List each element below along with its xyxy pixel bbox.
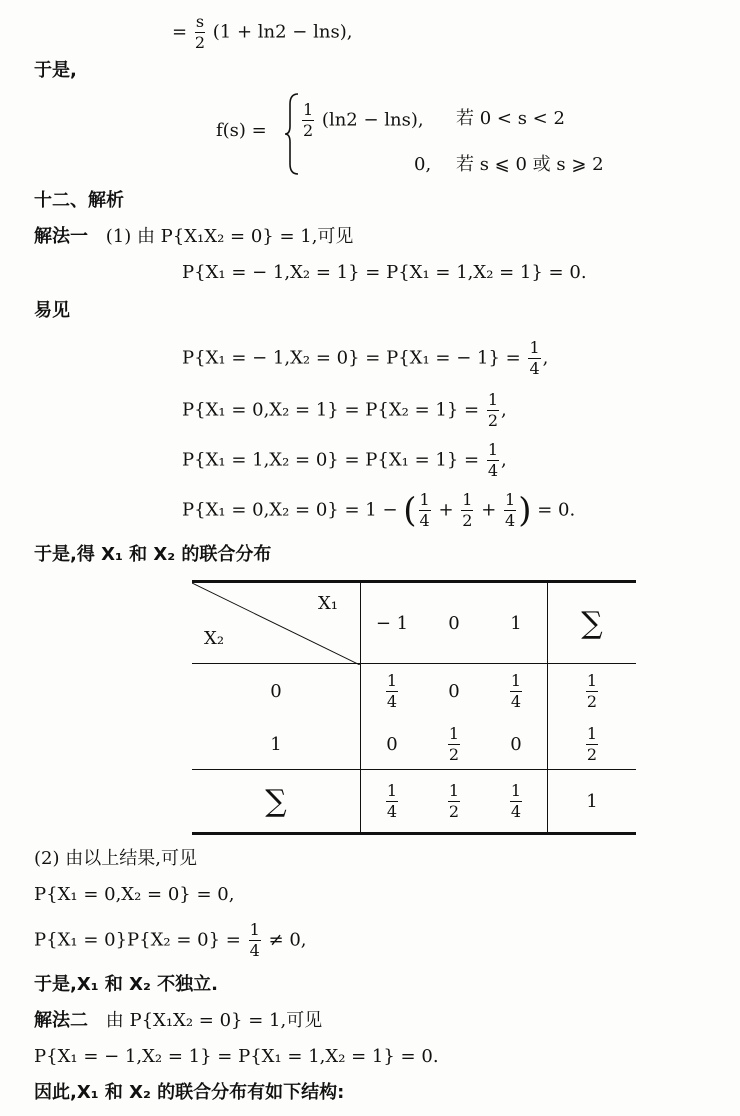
row-label-0: 0: [192, 664, 361, 720]
equation-e3: [182, 442, 507, 479]
row-label-1: 1: [270, 733, 282, 755]
method-text: 由 P{X₁X₂ = 0} = 1,可见: [105, 1010, 323, 1031]
numerator: 1: [487, 440, 499, 459]
method-2-intro: [34, 1012, 322, 1030]
cell-fraction: $\frac{1}{4}$: [386, 671, 398, 712]
part-2-equation-2: [34, 922, 307, 959]
row-sum-fraction: $\frac{1}{2}$: [586, 723, 598, 764]
section-heading: 十二、解析: [34, 190, 124, 211]
grand-total: 1: [548, 770, 637, 834]
comma: ,: [542, 347, 549, 369]
method-label: 解法一: [34, 226, 88, 247]
expression: P{X₁ = 0}P{X₂ = 0} =: [34, 929, 241, 951]
denominator: 4: [419, 511, 430, 530]
fraction-quarter: [487, 442, 499, 479]
cell-value: 0: [423, 664, 485, 720]
piecewise-lhs: f(s) =: [216, 120, 267, 141]
comma: ,: [501, 449, 507, 471]
fraction-half: [302, 102, 314, 139]
denominator: 4: [249, 941, 260, 960]
sum-row: [192, 770, 636, 834]
expression: (1 + ln2 − lns),: [212, 21, 353, 43]
equation-e1: [182, 340, 548, 377]
expression: P{X₁ = 1,X₂ = 0} = P{X₁ = 1} =: [182, 449, 480, 471]
equation-zero-probs: P{X₁ = − 1,X₂ = 1} = P{X₁ = 1,X₂ = 1} = 0.: [182, 262, 587, 283]
equals-sign: =: [172, 21, 188, 43]
method-text: (1) 由 P{X₁X₂ = 0} = 1,可见: [105, 226, 354, 247]
col-sum-fraction: $\frac{1}{4}$: [510, 780, 522, 821]
text-yushi: 于是,: [34, 60, 77, 81]
method-2-equation: P{X₁ = − 1,X₂ = 1} = P{X₁ = 1,X₂ = 1} = 0.: [34, 1046, 439, 1067]
sum-column-head: ∑: [548, 582, 637, 664]
fraction-quarter: [419, 492, 431, 529]
table-row: [192, 664, 636, 720]
numerator: 1: [462, 490, 473, 509]
cell-value: 0: [510, 733, 522, 755]
numerator: 1: [419, 490, 430, 509]
fraction-half: [461, 492, 473, 529]
case-2-condition: 若 s ⩽ 0 或 s ⩾ 2: [456, 154, 604, 175]
denominator: 2: [303, 121, 314, 140]
numerator: 1: [505, 490, 516, 509]
expression: P{X₁ = 0,X₂ = 1} = P{X₂ = 1} =: [182, 399, 480, 421]
denominator: 2: [487, 411, 499, 430]
plus-sign: +: [438, 499, 454, 521]
cell-value: 0: [361, 720, 424, 770]
cell-fraction: $\frac{1}{4}$: [510, 671, 522, 712]
method-1-intro: [34, 228, 353, 246]
equation-line-1: [172, 14, 352, 51]
equation-e2: [182, 392, 507, 429]
plus-sign: +: [481, 499, 497, 521]
numerator: 1: [487, 390, 499, 409]
expression-tail: ≠ 0,: [268, 929, 307, 951]
numerator: s: [195, 12, 205, 31]
denominator: 2: [462, 511, 473, 530]
col-head-minus-1: − 1: [361, 582, 424, 664]
part-2-intro: (2) 由以上结果,可见: [34, 848, 197, 869]
case-1-condition: 若 0 < s < 2: [456, 108, 565, 129]
fraction-quarter: [249, 922, 261, 959]
part-2-equation-1: P{X₁ = 0,X₂ = 0} = 0,: [34, 884, 235, 905]
row-sum-fraction: $\frac{1}{2}$: [586, 671, 598, 712]
diagonal-header-cell: [192, 582, 361, 664]
method-2-conclusion: 因此,X₁ 和 X₂ 的联合分布有如下结构:: [34, 1082, 345, 1103]
joint-distribution-table: [192, 580, 636, 835]
text-yijian: 易见: [34, 300, 70, 321]
method-label: 解法二: [34, 1010, 88, 1031]
numerator: 1: [529, 338, 540, 357]
expression: P{X₁ = 0,X₂ = 0} = 1 −: [182, 499, 398, 521]
expression: P{X₁ = − 1,X₂ = 0} = P{X₁ = − 1} =: [182, 347, 521, 369]
table-header-row: [192, 582, 636, 664]
numerator: 1: [249, 920, 260, 939]
equation-e4: P{X₁ = 0,X₂ = 0} = 1 − ( $\frac{1}{4}$ + $\frac{1}{2}$ + $\frac{1}{4}$ ) = 0.: [182, 490, 576, 531]
sum-row-head: ∑: [192, 770, 361, 834]
x2-axis-label: X₂: [204, 628, 225, 649]
cell-fraction: $\frac{1}{2}$: [448, 723, 460, 764]
fraction-s-over-2: [195, 14, 205, 51]
denominator: 4: [529, 359, 540, 378]
expression: (ln2 − lns),: [321, 109, 424, 131]
col-sum-fraction: $\frac{1}{2}$: [448, 780, 460, 821]
part-2-conclusion: 于是,X₁ 和 X₂ 不独立.: [34, 974, 218, 995]
x1-axis-label: X₁: [317, 593, 338, 614]
denominator: 4: [505, 511, 516, 530]
piecewise-case-1: [300, 102, 424, 139]
table-row: [192, 720, 636, 770]
denominator: 4: [487, 461, 499, 480]
fraction-quarter: [504, 492, 516, 529]
left-brace-icon: [284, 92, 300, 176]
numerator: 1: [303, 100, 314, 119]
expression-tail: = 0.: [537, 499, 576, 521]
fraction-quarter: [528, 340, 540, 377]
table-caption: 于是,得 X₁ 和 X₂ 的联合分布: [34, 544, 272, 565]
denominator: 2: [194, 33, 206, 52]
col-head-0: 0: [448, 612, 460, 634]
fraction-half: [487, 392, 499, 429]
col-head-1: 1: [510, 612, 522, 634]
case-2-value: 0,: [414, 154, 432, 175]
comma: ,: [501, 399, 507, 421]
col-sum-fraction: $\frac{1}{4}$: [386, 780, 398, 821]
